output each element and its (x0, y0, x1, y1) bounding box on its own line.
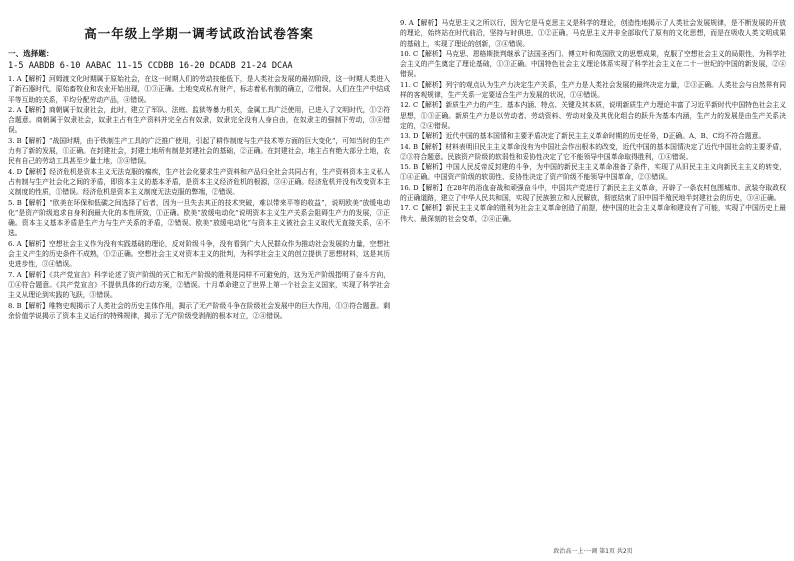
answer-explanation: 9. A【解析】马克思主义之所以行，因为它是马克思主义是科学的理论，创造性地揭示了人类社会发展规律，是不断发展的开放的理论，始终站在时代前沿，坚持与时俱进，①②正确。马克思主义并非全部取代了原有的文化思想，而是在吸收人类文明成果的基础上，实现了理论的创新，③④错误。 (400, 19, 786, 48)
answer-explanation: 13. D【解析】近代中国的基本国情和主要矛盾决定了新民主主义革命时期的历史任务，D正确。A、B、C均不符合题意。 (400, 132, 766, 141)
answer-explanation: 3. B【解析】“战国时期，由于铁制生产工具的广泛推广使用，引起了耕作制度与生产技术等方面的巨大变化”，可知当时的生产力有了新的发展，①正确。在封建社会，封建土地所有制是封建社会的基础，②正确。在封建社会，地主占有绝大部分土地，农民有自己的劳动工具甚至少量土地，③④错误。 (8, 136, 390, 166)
answer-explanation: 5. B【解析】“欧美在环保和低碳之间选择了后者，因为一旦失去其正的技术突破，难以带来平等的收益”，说明欧美“放缓电动化”是资产阶级追求自身利润最大化的本性所致，①正确。欧美“放缓电动化”说明资本主义生产关系会阻碍生产力的发展，③正确。资本主义基本矛盾是生产力与生产关系的矛盾，②错误。欧美“放缓电动化”与资本主义被社会主义取代无直接关系，④不选。 (8, 198, 390, 238)
answer-key-line: 1-5 AABDB 6-10 AABAC 11-15 CCDBB 16-20 DCADB 21-24 DCAA (8, 61, 293, 71)
answer-explanation: 7. A【解析】《共产党宣言》科学论述了资产阶级的灭亡和无产阶级的胜利是同样不可避免的，这为无产阶级指明了奋斗方向，①④符合题意。《共产党宣言》不提供具体的行动方案，②错误。十月革命建立了世界上第一个社会主义国家，实现了科学社会主义从理论到实践的飞跃，③错误。 (8, 270, 390, 300)
answer-explanation: 2. A【解析】商朝属于奴隶社会，此时，建立了军队、法庭、监狱等暴力机关，金属工具广泛使用，已进入了文明时代，①②符合题意。商朝属于奴隶社会，奴隶主占有生产资料并完全占有奴隶，奴隶完全没有人身自由，在奴隶主的强制下劳动，③④错误。 (8, 105, 390, 135)
answer-explanation: 6. A【解析】空想社会主义作为没有实践基础的理论，反对阶级斗争，没有看到广大人民群众作为推动社会发展的力量，空想社会主义产生的历史条件不成熟，①②正确。空想社会主义对资本主义的批判，为科学社会主义的创立提供了思想材料，这是其历史进步性，③④错误。 (8, 239, 390, 269)
answer-explanation: 4. D【解析】经济危机是资本主义无法克服的痼疾，生产社会化要求生产资料和产品归全社会共同占有，生产资料资本主义私人占有制与生产社会化之间的矛盾，即资本主义的基本矛盾，是资本主义经济危机的根源，③④正确。经济危机并没有改变资本主义制度的性质，①错误。经济危机是资本主义制度无法克服的弊端，②错误。 (8, 167, 390, 197)
answer-explanation: 8. B【解析】唯物史观揭示了人类社会的历史主体作用，揭示了无产阶级斗争在阶级社会发展中的巨大作用，①③符合题意。剩余价值学说揭示了资本主义运行的特殊规律，揭示了无产阶级受剥削的根本对立，②④错误。 (8, 301, 390, 320)
section-heading: 一、选择题： (8, 49, 54, 58)
answer-explanation: 17. C【解析】新民主主义革命的胜利为社会主义革命创造了前提，使中国的社会主义革命和建设有了可能，实现了中国历史上最伟大、最深刻的社会变革，②④正确。 (400, 204, 786, 223)
answer-explanation: 12. C【解析】新质生产力的产生、基本内涵、特点、关键及其本质，说明新质生产力理论丰富了习近平新时代中国特色社会主义思想，①③正确。新质生产力是以劳动者、劳动资料、劳动对象及其优化组合的跃升为基本内涵，生产力的发展是由生产关系决定的，②④错误。 (400, 101, 786, 130)
answer-explanation: 10. C【解析】马克思、恩格斯批判继承了法国圣西门、傅立叶和英国欧文的思想成果，克服了空想社会主义的局限性，为科学社会主义的产生奠定了理论基础，①③正确。中国特色社会主义理论体系实现了科学社会主义在二十一世纪的中国的新发展，②④错误。 (400, 49, 786, 79)
answer-explanation: 11. C【解析】列宁的观点认为生产力决定生产关系，生产力是人类社会发展的最终决定力量，②③正确。人类社会与自然界有同样的客观规律，生产关系一定要适合生产力发展的状况，①④错误。 (400, 80, 786, 100)
left-column (8, 18, 390, 539)
answer-explanation: 15. B【解析】中国人民反帝反封建的斗争，为中国的新民主主义革命准备了条件，实现了从旧民主主义向新民主主义的转变，①④正确。中国资产阶级的软弱性、妥协性决定了资产阶级不能领导中国革命，②③错误。 (400, 163, 786, 182)
answer-explanation: 14. B【解析】材料表明旧民主主义革命没有为中国社会作出根本的改变，近代中国的基本国情决定了近代中国社会的主要矛盾，②③符合题意。民族资产阶级的软弱性和妥协性决定了它不能领导中国革命取得胜利，①④错误。 (400, 142, 786, 161)
right-column (400, 18, 786, 539)
page-title: 高一年级上学期一调考试政治试卷答案 (84, 26, 314, 41)
answer-explanation: 16. D【解析】在28年的浴血奋战和顽强奋斗中，中国共产党进行了新民主主义革命，开辟了一条农村包围城市、武装夺取政权的正确道路，建立了中华人民共和国，实现了民族独立和人民解放，彻底结束了旧中国半殖民地半封建社会的历史，③④正确。 (400, 183, 786, 203)
page-footer: 政治高一上·一调 第1页 共2页 (553, 548, 633, 555)
answer-explanation: 1. A【解析】河姆渡文化时期属于原始社会，在这一时期人们的劳动技能低下，是人类社会发展的最初阶段，这一时期人类进入了新石器时代，原始畜牧业和农业开始出现，①③正确。土地变成私有财产，标志着私有制的确立，②错误。人们在生产中结成平等互助的关系，平均分配劳动产品，④错误。 (8, 75, 390, 104)
